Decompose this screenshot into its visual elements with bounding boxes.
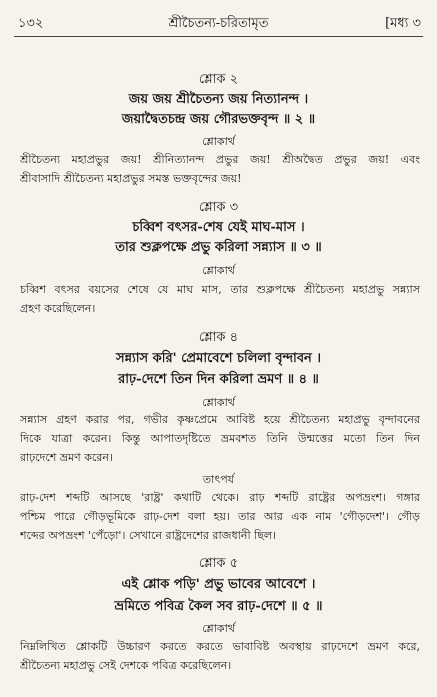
page-header	[14, 14, 423, 34]
text-line: রাঢ়দেশে ভ্রমণ করেন।	[20, 451, 113, 464]
text-line: শ্রীচৈতন্য মহাপ্রভুর জয়! শ্রীনিত্যানন্দ প্রভুর জয়! শ্রীঅদ্বৈত প্রভুর জয়! এবং	[20, 153, 420, 166]
text-line: গ্রহণ করেছিলেন।	[20, 302, 96, 315]
verse-line: সন্ন্যাস করি' প্রেমাবেশে চলিলা বৃন্দাবন ।	[115, 351, 321, 366]
verse-heading: শ্লোক ২	[198, 72, 239, 87]
verse-heading: শ্লোক ৪	[198, 330, 239, 345]
translation-text	[20, 637, 420, 675]
translation-label: শ্লোকার্থ	[202, 396, 235, 409]
header-rule	[14, 36, 423, 37]
text-line: শ্রীচৈতন্য মহাপ্রভু সেই দেশকে পবিত্র করেছিলেন।	[20, 659, 232, 672]
text-line: চব্বিশ বৎসর বয়সের শেষে যে মাঘ মাস, তার শুক্লপক্ষে শ্রীচৈতন্য মহাপ্রভু সন্ন্যাস	[20, 283, 420, 296]
verse-line: জয়াদ্বৈতচন্দ্র জয় গৌরভক্তবৃন্দ ॥ ২ ॥	[121, 112, 316, 127]
translation-label: শ্লোকার্থ	[202, 264, 235, 277]
purport-label: তাৎপর্য	[202, 473, 235, 486]
verse-line: চব্বিশ বৎসর-শেষ যেই মাঘ-মাস ।	[132, 220, 305, 235]
section-label: [মধ্য ৩	[385, 16, 421, 31]
text-line: নিম্নলিখিত শ্লোকটি উচ্চারণ করতে করতে ভাবাবিষ্ট অবস্থায় রাঢ়দেশে ভ্রমণ করে,	[20, 640, 420, 653]
verse-heading: শ্লোক ৫	[198, 556, 239, 571]
translation-text	[20, 410, 420, 467]
verse-line: জয় জয় শ্রীচৈতন্য জয় নিত্যানন্দ ।	[128, 92, 309, 107]
verse-line: এই শ্লোক পড়ি' প্রভু ভাবের আবেশে ।	[121, 577, 316, 592]
purport-text	[20, 488, 420, 545]
translation-text	[20, 150, 420, 188]
translation-label: শ্লোকার্থ	[202, 135, 235, 148]
text-line: সন্ন্যাস গ্রহণ করার পর, গভীর কৃষ্ণপ্রেমে আবিষ্ট হয়ে শ্রীচৈতন্য মহাপ্রভু বৃন্দাবনের	[20, 413, 420, 426]
text-line: শ্রীবাসাদি শ্রীচৈতন্য মহাপ্রভুর সমস্ত ভক্তবৃন্দের জয়!	[20, 172, 242, 185]
text-line: শব্দের অপভ্রংশ 'পেঁড়ো'। সেখানে রাষ্ট্রদেশের রাজধানী ছিল।	[20, 529, 277, 542]
text-line: পশ্চিম পারে গৌড়ভূমিকে রাঢ়-দেশ বলা হয়। তার আর এক নাম 'গৌড়দেশ'। গৌড়	[20, 510, 420, 523]
text-line: দিকে যাত্রা করেন। কিন্তু আপাতদৃষ্টিতে ভ্রমবশত তিনি উন্মত্তের মতো তিন দিন	[20, 432, 420, 445]
verse-line: ভ্রমিতে পবিত্র কৈল সব রাঢ়-দেশে ॥ ৫ ॥	[114, 599, 323, 614]
verse-heading: শ্লোক ৩	[198, 200, 239, 215]
text-line: রাঢ়-দেশ শব্দটি আসছে 'রাষ্ট্র' কথাটি থেকে। রাঢ় শব্দটি রাষ্ট্রের অপভ্রংশ। গঙ্গার	[20, 491, 420, 504]
translation-label: শ্লোকার্থ	[202, 622, 235, 635]
translation-text	[20, 280, 420, 318]
verse-line: রাঢ়-দেশে তিন দিন করিলা ভ্রমণ ॥ ৪ ॥	[118, 372, 319, 387]
verse-line: তার শুক্লপক্ষে প্রভু করিলা সন্ন্যাস ॥ ৩ ॥	[115, 240, 322, 255]
page-number: ১৩২	[18, 16, 44, 31]
running-title: শ্রীচৈতন্য-চরিতামৃত	[168, 16, 269, 31]
